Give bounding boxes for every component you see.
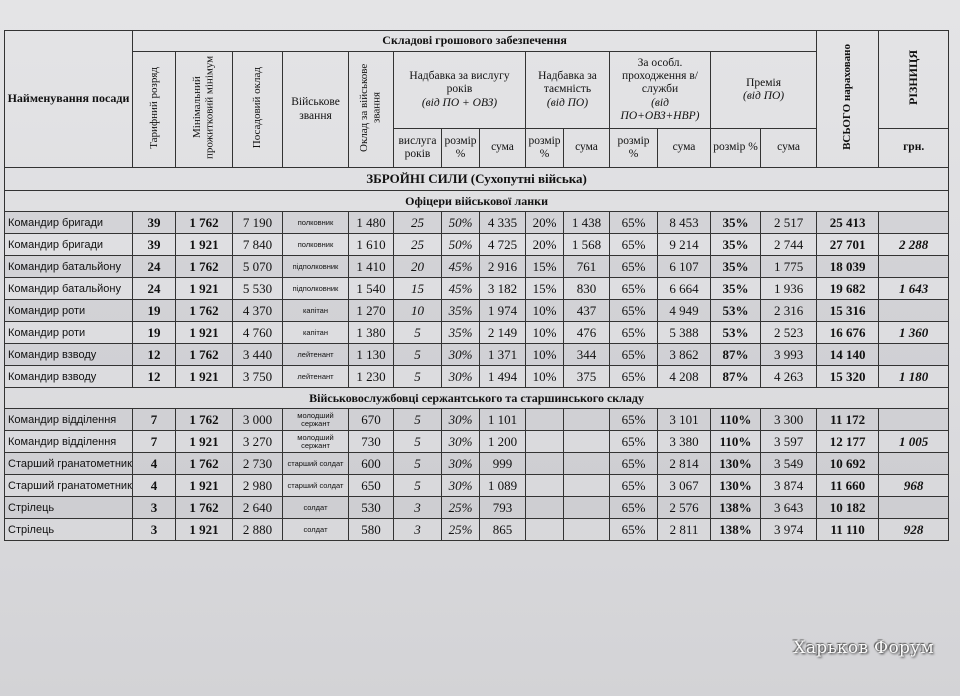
cell-sp-sum: 9 214 (658, 234, 711, 256)
cell-name: Старший гранатометник (5, 475, 133, 497)
header-bonus-pct: розмір % (711, 129, 761, 168)
cell-sen-pct: 35% (442, 322, 480, 344)
cell-bonus-sum: 1 936 (761, 278, 817, 300)
header-bonus: Премія (від ПО) (711, 52, 817, 129)
table-row (5, 212, 949, 234)
cell-bonus-pct: 35% (711, 278, 761, 300)
cell-name: Командир батальйону (5, 256, 133, 278)
cell-sen-pct: 30% (442, 409, 480, 431)
table-body (5, 168, 949, 541)
cell-sp-sum: 3 380 (658, 431, 711, 453)
header-secrecy-pct: розмір % (526, 129, 564, 168)
cell-min: 1 762 (176, 453, 233, 475)
header-tariff-rank: Тарифний розряд (133, 52, 176, 168)
cell-salary: 5 530 (233, 278, 283, 300)
cell-name: Командир відділення (5, 431, 133, 453)
cell-bonus-sum: 2 517 (761, 212, 817, 234)
cell-rank-salary: 670 (349, 409, 394, 431)
table-row (5, 234, 949, 256)
cell-salary: 7 840 (233, 234, 283, 256)
cell-bonus-pct: 87% (711, 344, 761, 366)
table-row (5, 497, 949, 519)
cell-sp-pct: 65% (610, 431, 658, 453)
cell-rank: солдат (283, 497, 349, 519)
cell-rank-salary: 1 610 (349, 234, 394, 256)
cell-sec-sum: 1 568 (564, 234, 610, 256)
cell-bonus-sum: 2 523 (761, 322, 817, 344)
cell-sec-pct (526, 409, 564, 431)
cell-sp-sum: 2 814 (658, 453, 711, 475)
cell-salary: 2 880 (233, 519, 283, 541)
cell-bonus-sum: 3 597 (761, 431, 817, 453)
cell-rank: капітан (283, 300, 349, 322)
cell-sp-pct: 65% (610, 300, 658, 322)
header-seniority-pct: розмір % (442, 129, 480, 168)
cell-rank-salary: 580 (349, 519, 394, 541)
cell-salary: 3 000 (233, 409, 283, 431)
cell-rank: підполковник (283, 278, 349, 300)
cell-sen-sum: 1 200 (480, 431, 526, 453)
cell-sec-sum (564, 409, 610, 431)
cell-diff (879, 344, 949, 366)
cell-bonus-pct: 53% (711, 300, 761, 322)
cell-total: 14 140 (817, 344, 879, 366)
cell-sp-sum: 3 067 (658, 475, 711, 497)
cell-bonus-sum: 1 775 (761, 256, 817, 278)
cell-salary: 2 640 (233, 497, 283, 519)
cell-sec-sum: 437 (564, 300, 610, 322)
cell-sen-pct: 50% (442, 212, 480, 234)
cell-rank-salary: 1 540 (349, 278, 394, 300)
section-title: ЗБРОЙНІ СИЛИ (Сухопутні війська) (5, 168, 949, 191)
cell-sen-pct: 50% (442, 234, 480, 256)
cell-sp-pct: 65% (610, 453, 658, 475)
cell-sen-sum: 1 371 (480, 344, 526, 366)
cell-bonus-sum: 2 316 (761, 300, 817, 322)
cell-name: Стрілець (5, 497, 133, 519)
header-components-title: Складові грошового забезпечення (133, 31, 817, 52)
cell-min: 1 921 (176, 519, 233, 541)
cell-sec-pct: 10% (526, 300, 564, 322)
cell-sec-pct: 10% (526, 366, 564, 388)
cell-sp-sum: 4 949 (658, 300, 711, 322)
cell-sec-sum (564, 453, 610, 475)
cell-sen-pct: 35% (442, 300, 480, 322)
cell-rank: молодший сержант (283, 431, 349, 453)
cell-min: 1 921 (176, 234, 233, 256)
cell-rank-salary: 1 130 (349, 344, 394, 366)
cell-sen-sum: 793 (480, 497, 526, 519)
cell-min: 1 762 (176, 409, 233, 431)
cell-tariff: 12 (133, 344, 176, 366)
cell-salary: 2 980 (233, 475, 283, 497)
cell-sp-pct: 65% (610, 409, 658, 431)
cell-sp-pct: 65% (610, 519, 658, 541)
cell-sec-pct (526, 431, 564, 453)
cell-tariff: 7 (133, 431, 176, 453)
cell-rank: старший солдат (283, 475, 349, 497)
cell-sen-sum: 4 725 (480, 234, 526, 256)
cell-total: 15 320 (817, 366, 879, 388)
cell-years: 5 (394, 475, 442, 497)
cell-sec-sum: 761 (564, 256, 610, 278)
cell-sec-pct: 20% (526, 234, 564, 256)
header-secrecy-sum: сума (564, 129, 610, 168)
table-row (5, 409, 949, 431)
table-row (5, 519, 949, 541)
cell-sp-sum: 3 862 (658, 344, 711, 366)
table-row (5, 366, 949, 388)
cell-tariff: 19 (133, 322, 176, 344)
cell-min: 1 762 (176, 256, 233, 278)
header-secrecy-bonus: Надбавка за таємність (від ПО) (526, 52, 610, 129)
salary-table (4, 30, 949, 541)
cell-sec-pct: 15% (526, 278, 564, 300)
header-bonus-sum: сума (761, 129, 817, 168)
cell-years: 25 (394, 234, 442, 256)
cell-rank: старший солдат (283, 453, 349, 475)
cell-total: 19 682 (817, 278, 879, 300)
watermark: Харьков Форум (793, 638, 934, 658)
cell-sen-sum: 1 494 (480, 366, 526, 388)
table-row (5, 322, 949, 344)
header-difference: РІЗНИЦЯ (879, 31, 949, 129)
cell-rank-salary: 1 380 (349, 322, 394, 344)
cell-rank: полковник (283, 212, 349, 234)
cell-sp-sum: 5 388 (658, 322, 711, 344)
header-seniority-sum: сума (480, 129, 526, 168)
cell-sec-sum: 830 (564, 278, 610, 300)
table-row (5, 344, 949, 366)
cell-sp-sum: 3 101 (658, 409, 711, 431)
cell-sp-pct: 65% (610, 234, 658, 256)
cell-sp-sum: 2 576 (658, 497, 711, 519)
cell-years: 5 (394, 409, 442, 431)
cell-years: 25 (394, 212, 442, 234)
header-total: ВСЬОГО нараховано (817, 31, 879, 168)
cell-sp-pct: 65% (610, 497, 658, 519)
cell-sen-sum: 1 101 (480, 409, 526, 431)
cell-diff (879, 212, 949, 234)
cell-diff (879, 300, 949, 322)
cell-total: 12 177 (817, 431, 879, 453)
cell-years: 10 (394, 300, 442, 322)
cell-sec-pct: 20% (526, 212, 564, 234)
cell-name: Командир роти (5, 322, 133, 344)
cell-sec-sum: 375 (564, 366, 610, 388)
cell-diff: 2 288 (879, 234, 949, 256)
table-row (5, 300, 949, 322)
cell-diff: 1 180 (879, 366, 949, 388)
cell-rank: лейтенант (283, 366, 349, 388)
cell-bonus-sum: 3 643 (761, 497, 817, 519)
cell-sp-sum: 4 208 (658, 366, 711, 388)
cell-years: 15 (394, 278, 442, 300)
cell-years: 3 (394, 497, 442, 519)
table-row (5, 256, 949, 278)
cell-sp-pct: 65% (610, 256, 658, 278)
cell-diff (879, 256, 949, 278)
cell-min: 1 921 (176, 278, 233, 300)
officers-title: Офіцери військової ланки (5, 191, 949, 212)
cell-name: Командир роти (5, 300, 133, 322)
cell-rank: капітан (283, 322, 349, 344)
cell-sen-pct: 25% (442, 497, 480, 519)
cell-min: 1 762 (176, 300, 233, 322)
cell-bonus-pct: 53% (711, 322, 761, 344)
cell-bonus-sum: 3 874 (761, 475, 817, 497)
cell-salary: 4 760 (233, 322, 283, 344)
cell-total: 11 110 (817, 519, 879, 541)
cell-sec-sum (564, 497, 610, 519)
cell-sen-sum: 865 (480, 519, 526, 541)
cell-salary: 7 190 (233, 212, 283, 234)
sergeants-title: Військовослужбовці сержантського та старшинського складу (5, 388, 949, 409)
cell-min: 1 921 (176, 366, 233, 388)
cell-sen-pct: 30% (442, 344, 480, 366)
cell-bonus-pct: 110% (711, 431, 761, 453)
header-rank-salary: Оклад за військове звання (349, 52, 394, 168)
cell-tariff: 24 (133, 278, 176, 300)
cell-total: 27 701 (817, 234, 879, 256)
cell-total: 10 182 (817, 497, 879, 519)
header-special-service: За особл. проходження в/служби (від ПО+ОВЗ+НВР) (610, 52, 711, 129)
cell-salary: 2 730 (233, 453, 283, 475)
header-military-rank: Військове звання (283, 52, 349, 168)
cell-sp-pct: 65% (610, 475, 658, 497)
cell-name: Командир взводу (5, 344, 133, 366)
cell-diff (879, 497, 949, 519)
cell-bonus-sum: 3 993 (761, 344, 817, 366)
cell-tariff: 39 (133, 212, 176, 234)
header-position-name: Найменування посади (5, 31, 133, 168)
cell-diff (879, 453, 949, 475)
cell-bonus-sum: 2 744 (761, 234, 817, 256)
cell-bonus-pct: 130% (711, 475, 761, 497)
cell-bonus-pct: 110% (711, 409, 761, 431)
cell-sen-pct: 30% (442, 453, 480, 475)
cell-rank: лейтенант (283, 344, 349, 366)
cell-sec-pct (526, 475, 564, 497)
cell-sec-pct (526, 519, 564, 541)
cell-sec-sum: 344 (564, 344, 610, 366)
cell-sen-pct: 45% (442, 256, 480, 278)
header-min-living-wage: Мінімальний прожитковий мінімум (176, 52, 233, 168)
cell-sen-sum: 4 335 (480, 212, 526, 234)
cell-rank-salary: 1 270 (349, 300, 394, 322)
cell-total: 10 692 (817, 453, 879, 475)
cell-rank: підполковник (283, 256, 349, 278)
header-seniority-years: вислуга років (394, 129, 442, 168)
cell-total: 15 316 (817, 300, 879, 322)
cell-sp-pct: 65% (610, 366, 658, 388)
cell-tariff: 4 (133, 475, 176, 497)
cell-rank: молодший сержант (283, 409, 349, 431)
cell-years: 5 (394, 344, 442, 366)
cell-tariff: 7 (133, 409, 176, 431)
cell-bonus-pct: 87% (711, 366, 761, 388)
cell-bonus-pct: 35% (711, 256, 761, 278)
cell-years: 5 (394, 431, 442, 453)
header-position-salary: Посадовий оклад (233, 52, 283, 168)
cell-bonus-pct: 35% (711, 234, 761, 256)
cell-tariff: 19 (133, 300, 176, 322)
cell-sec-pct: 15% (526, 256, 564, 278)
header-special-pct: розмір % (610, 129, 658, 168)
cell-bonus-pct: 138% (711, 519, 761, 541)
cell-sec-sum: 1 438 (564, 212, 610, 234)
cell-sp-pct: 65% (610, 344, 658, 366)
cell-tariff: 24 (133, 256, 176, 278)
cell-total: 11 172 (817, 409, 879, 431)
cell-salary: 3 440 (233, 344, 283, 366)
cell-salary: 5 070 (233, 256, 283, 278)
cell-rank-salary: 1 410 (349, 256, 394, 278)
cell-sec-sum (564, 519, 610, 541)
cell-rank-salary: 730 (349, 431, 394, 453)
cell-diff: 968 (879, 475, 949, 497)
cell-diff: 1 643 (879, 278, 949, 300)
cell-sp-pct: 65% (610, 278, 658, 300)
cell-bonus-pct: 130% (711, 453, 761, 475)
cell-name: Командир взводу (5, 366, 133, 388)
cell-name: Командир бригади (5, 234, 133, 256)
cell-total: 25 413 (817, 212, 879, 234)
cell-name: Командир бригади (5, 212, 133, 234)
cell-total: 16 676 (817, 322, 879, 344)
cell-tariff: 3 (133, 497, 176, 519)
cell-salary: 3 750 (233, 366, 283, 388)
header-special-sum: сума (658, 129, 711, 168)
cell-sp-pct: 65% (610, 212, 658, 234)
cell-rank-salary: 650 (349, 475, 394, 497)
cell-sec-pct: 10% (526, 344, 564, 366)
cell-sen-sum: 1 089 (480, 475, 526, 497)
header-currency: грн. (879, 129, 949, 168)
cell-min: 1 921 (176, 322, 233, 344)
cell-sec-sum (564, 475, 610, 497)
cell-name: Старший гранатометник (5, 453, 133, 475)
cell-rank-salary: 530 (349, 497, 394, 519)
cell-sen-pct: 30% (442, 366, 480, 388)
cell-rank: полковник (283, 234, 349, 256)
cell-sen-pct: 45% (442, 278, 480, 300)
cell-sen-pct: 30% (442, 475, 480, 497)
cell-sen-sum: 1 974 (480, 300, 526, 322)
cell-years: 20 (394, 256, 442, 278)
cell-sec-pct (526, 497, 564, 519)
cell-min: 1 921 (176, 431, 233, 453)
cell-diff (879, 409, 949, 431)
cell-sen-sum: 2 916 (480, 256, 526, 278)
cell-sec-pct (526, 453, 564, 475)
table-header (5, 31, 949, 168)
cell-min: 1 921 (176, 475, 233, 497)
cell-tariff: 39 (133, 234, 176, 256)
header-seniority-bonus: Надбавка за вислугу років (від ПО + ОВЗ) (394, 52, 526, 129)
cell-sen-sum: 999 (480, 453, 526, 475)
cell-rank-salary: 600 (349, 453, 394, 475)
cell-rank-salary: 1 230 (349, 366, 394, 388)
cell-salary: 4 370 (233, 300, 283, 322)
cell-bonus-pct: 138% (711, 497, 761, 519)
cell-sen-sum: 2 149 (480, 322, 526, 344)
cell-sec-sum (564, 431, 610, 453)
cell-years: 3 (394, 519, 442, 541)
cell-sec-sum: 476 (564, 322, 610, 344)
cell-sen-pct: 25% (442, 519, 480, 541)
cell-sec-pct: 10% (526, 322, 564, 344)
cell-sp-sum: 6 107 (658, 256, 711, 278)
cell-salary: 3 270 (233, 431, 283, 453)
cell-diff: 1 005 (879, 431, 949, 453)
cell-bonus-sum: 3 974 (761, 519, 817, 541)
cell-bonus-pct: 35% (711, 212, 761, 234)
cell-years: 5 (394, 322, 442, 344)
table-row (5, 453, 949, 475)
cell-total: 11 660 (817, 475, 879, 497)
cell-diff: 1 360 (879, 322, 949, 344)
table-row (5, 278, 949, 300)
cell-years: 5 (394, 366, 442, 388)
cell-diff: 928 (879, 519, 949, 541)
cell-bonus-sum: 3 300 (761, 409, 817, 431)
table-row (5, 475, 949, 497)
cell-tariff: 4 (133, 453, 176, 475)
cell-sp-sum: 2 811 (658, 519, 711, 541)
cell-sp-sum: 8 453 (658, 212, 711, 234)
cell-sp-pct: 65% (610, 322, 658, 344)
cell-min: 1 762 (176, 344, 233, 366)
cell-min: 1 762 (176, 212, 233, 234)
cell-years: 5 (394, 453, 442, 475)
cell-rank: солдат (283, 519, 349, 541)
cell-name: Командир батальйону (5, 278, 133, 300)
table-row (5, 431, 949, 453)
cell-sen-sum: 3 182 (480, 278, 526, 300)
cell-rank-salary: 1 480 (349, 212, 394, 234)
cell-bonus-sum: 3 549 (761, 453, 817, 475)
cell-name: Командир відділення (5, 409, 133, 431)
cell-sen-pct: 30% (442, 431, 480, 453)
cell-total: 18 039 (817, 256, 879, 278)
cell-min: 1 762 (176, 497, 233, 519)
cell-sp-sum: 6 664 (658, 278, 711, 300)
cell-tariff: 3 (133, 519, 176, 541)
cell-tariff: 12 (133, 366, 176, 388)
cell-name: Стрілець (5, 519, 133, 541)
cell-bonus-sum: 4 263 (761, 366, 817, 388)
